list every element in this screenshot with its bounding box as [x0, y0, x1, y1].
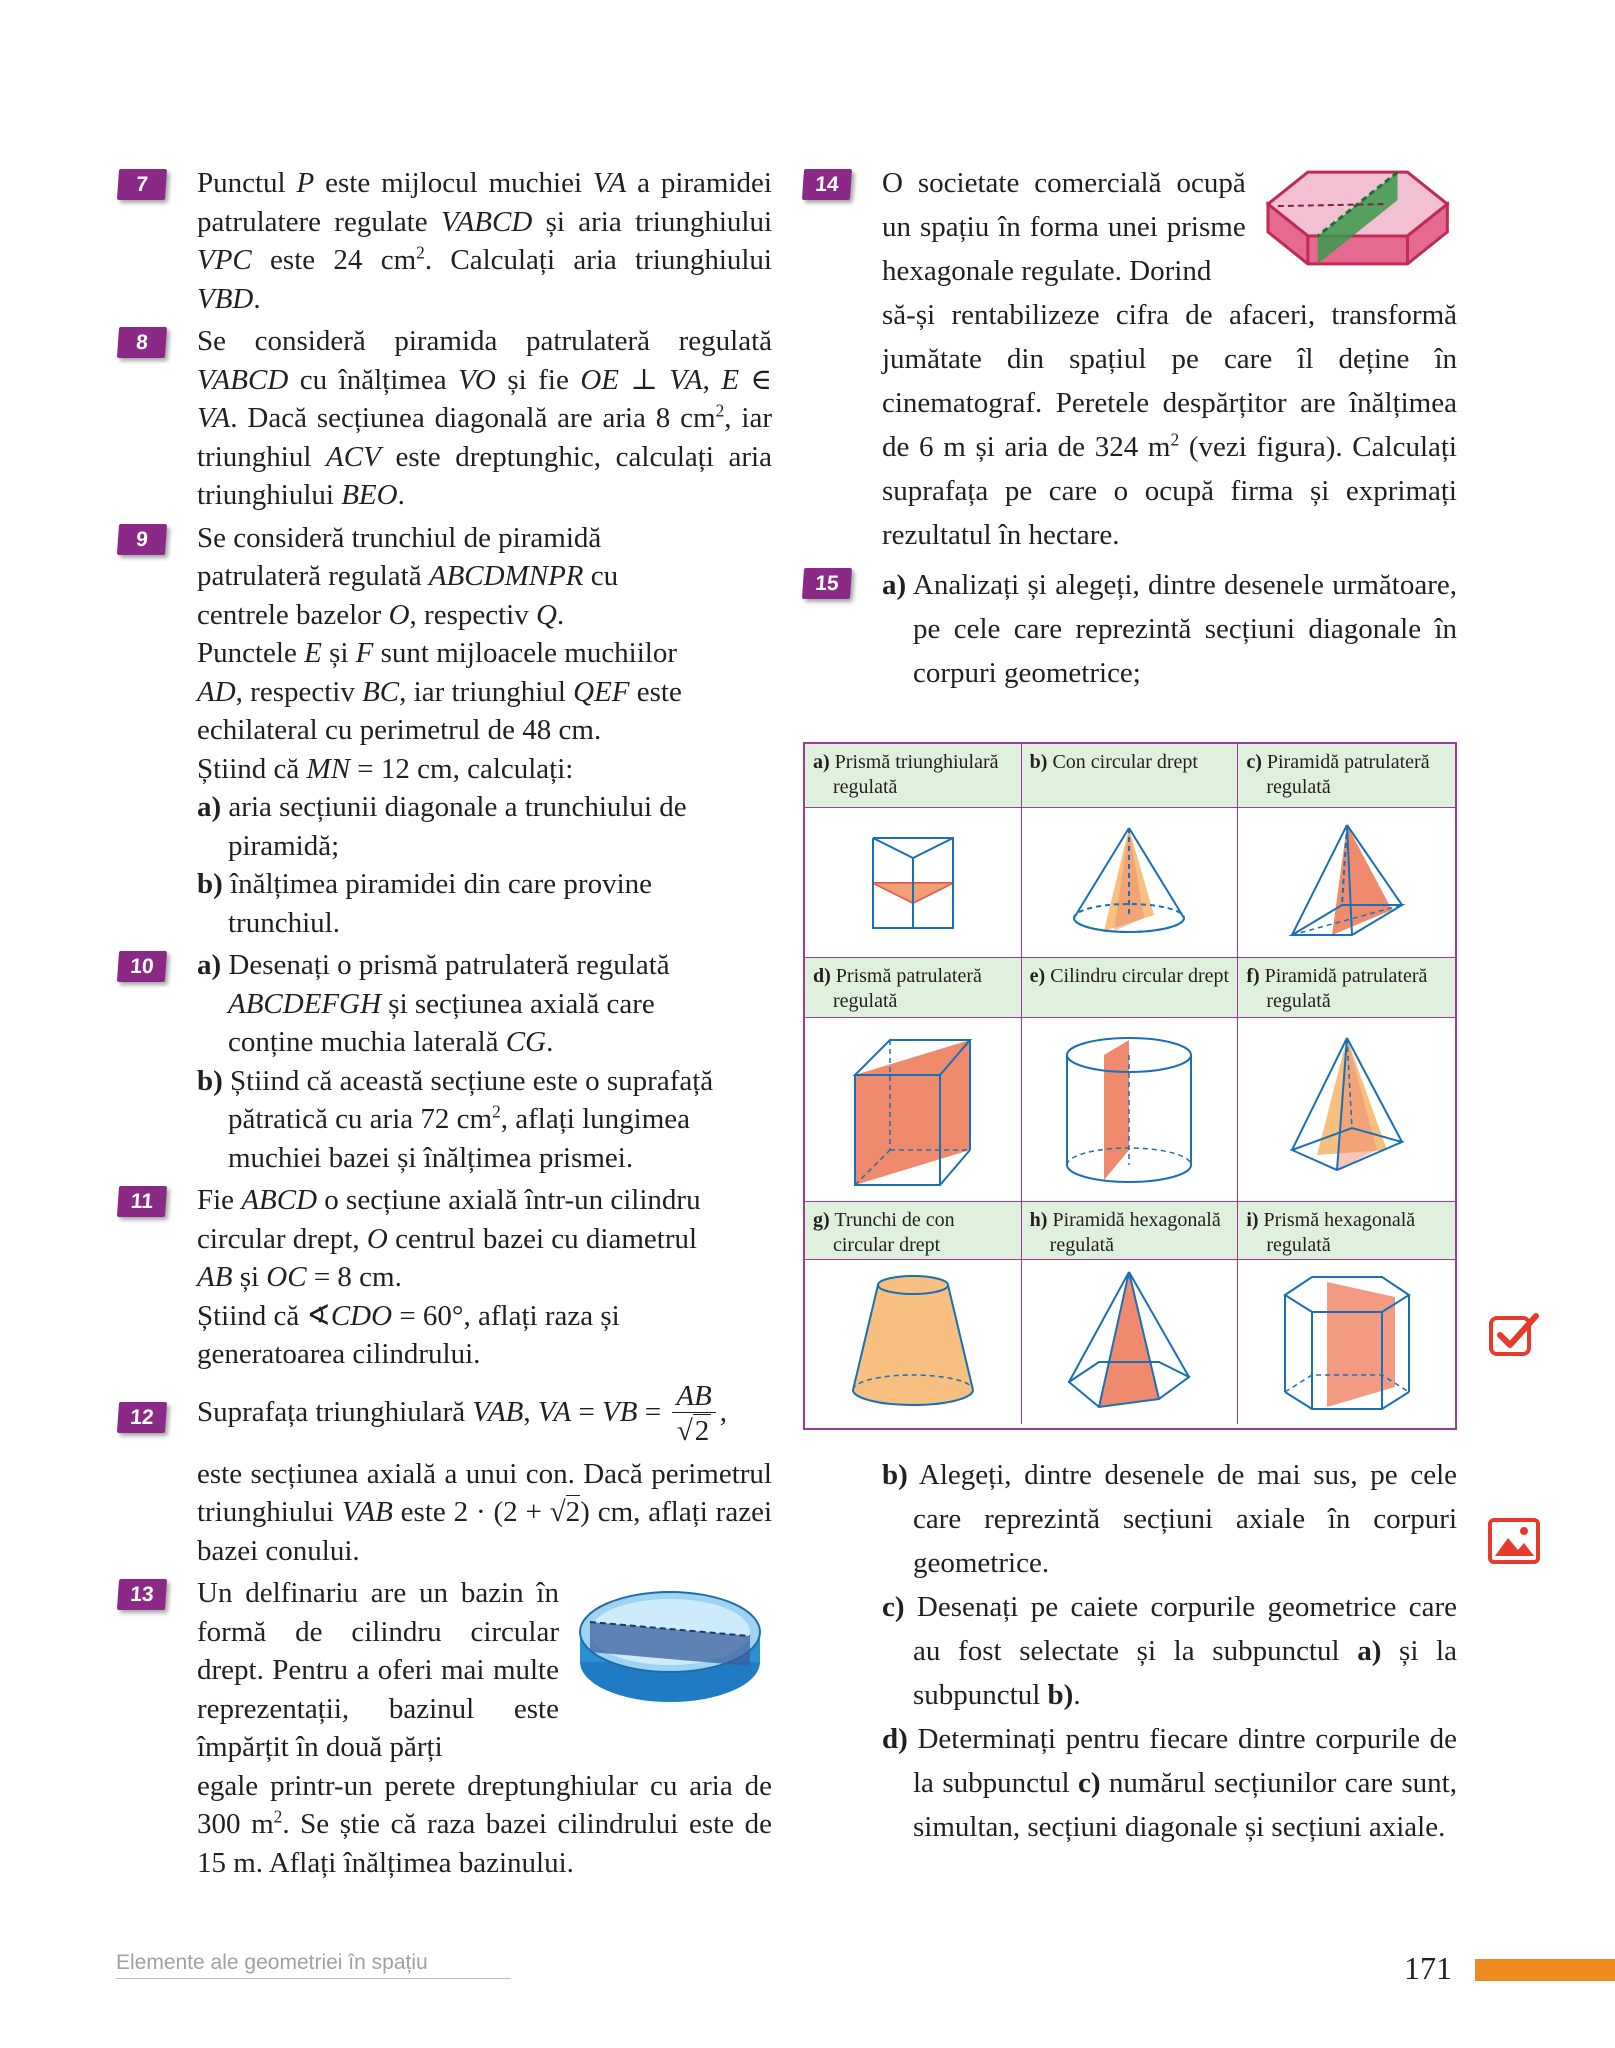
exercise-number-badge: 14 — [802, 169, 852, 200]
exercise-15d: d) Determinați pentru fiecare dintre corpurile de la subpunctul c) numărul secțiunilor care sunt, simultan, secțiuni diagonale și secțiuni axiale. — [882, 1723, 1457, 1843]
figure-f — [1238, 1018, 1455, 1202]
right-column — [814, 164, 1457, 699]
figure-i — [1238, 1260, 1455, 1424]
exercise-text: a) Analizați și alegeți, dintre desenele următoare, pe cele care reprezintă secțiuni diagonale în corpuri geometrice; — [882, 569, 1457, 689]
image-icon — [1488, 1518, 1540, 1564]
exercise-11 — [130, 1181, 737, 1374]
exercise-10 — [129, 946, 742, 1177]
exercise-number-badge: 10 — [117, 951, 167, 982]
left-column — [129, 164, 773, 1886]
exercise-text: Punctul P este mijlocul muchiei VA a piramidei patrulatere regulate VABCD și aria triunghiului VPC este 24 $cm^2$. Calculați aria triunghiului VBD. — [197, 167, 773, 315]
square-pyramid-axial-section-icon — [1282, 1030, 1412, 1190]
exercise-12 — [129, 1379, 772, 1571]
figure-header-c: c) Piramidă patrulateră regulată — [1238, 744, 1455, 808]
page-number: 171 — [1404, 1950, 1452, 1986]
figure-table — [803, 742, 1457, 1430]
exercise-15a — [814, 563, 1457, 695]
chapter-title: Elemente ale geometriei în spațiu — [116, 1951, 511, 1979]
figure-c — [1238, 808, 1455, 958]
exercise-number-badge: 15 — [802, 568, 852, 599]
hexagonal-prism-section-icon — [1277, 1267, 1417, 1417]
exercise-number-badge: 8 — [117, 327, 167, 358]
cone-frustum-icon — [843, 1270, 983, 1415]
figure-header-a: a) Prismă triunghiulară regulată — [805, 744, 1022, 808]
exercise-14 — [814, 164, 1457, 557]
exercise-8 — [135, 322, 773, 515]
square-prism-section-icon — [845, 1030, 980, 1190]
cone-section-icon — [1064, 823, 1194, 943]
hexagonal-pyramid-section-icon — [1059, 1267, 1199, 1417]
figure-header-d: d) Prismă patrulateră regulată — [805, 958, 1022, 1018]
exercise-number-badge: 12 — [117, 1402, 167, 1433]
exercise-15c: c) Desenați pe caiete corpurile geometrice care au fost selectate și la subpunctul a) și la subpunctul b). — [882, 1591, 1457, 1711]
figure-header-i: i) Prismă hexagonală regulată — [1238, 1202, 1455, 1260]
exercise-13 — [129, 1574, 772, 1882]
figure-header-g: g) Trunchi de con circular drept — [805, 1202, 1022, 1260]
exercise-text: a) Desenați o prismă patrulateră regulată ABCDEFGH și secțiunea axială care conține muchia laterală CG. b) Știind că această secțiune este o suprafață pătratică cu aria 72 $cm^2$, aflați lungimea muchiei bazei și înălțimea prismei. — [197, 949, 714, 1174]
exercise-9 — [135, 519, 717, 943]
exercise-number-badge: 9 — [117, 524, 167, 555]
exercise-15b: b) Alegeți, dintre desenele de mai sus, pe cele care reprezintă secțiuni axiale în corpuri geometrice. — [882, 1459, 1457, 1579]
exercise-text: Suprafața triunghiulară VAB, VA = VB = $\frac{AB}{√2}$ , este secțiunea axială a unui con. Dacă perimetrul triunghiului VAB este 2 · (2 + √2) cm, aflați razei bazei conului. — [197, 1379, 772, 1567]
exercise-text: Fie ABCD o secțiune axială într-un cilindru circular drept, O centrul bazei cu diametrul AB și OC = 8 cm. Știind că ∢CDO = 60°, aflați raza și generatoarea cilindrului. — [197, 1184, 701, 1370]
cylinder-section-icon — [1059, 1030, 1199, 1190]
figure-e — [1022, 1018, 1239, 1202]
triangular-prism-section-icon — [853, 828, 973, 938]
exercise-text: O societate comercială ocupă un spațiu în forma unei prisme hexagonale regulate. Dorind — [882, 167, 1246, 287]
figure-h — [1022, 1260, 1239, 1424]
exercise-text-continued: să-și rentabilizeze cifra de afaceri, transformă jumătate din spațiul pe care îl deține în cinematograf. Peretele despărțitor are înălțimea de 6 m și aria de 324 $m^2$ (vezi figura). Calculați suprafața pe care o ocupă firma și exprimați rezultatul în hectare. — [882, 299, 1457, 551]
pool-cylinder-image — [575, 1584, 765, 1714]
exercise-text-continued: egale printr-un perete dreptunghiular cu aria de 300 $m^2$. Se știe că raza bazei cilindrului este de 15 m. Aflați înălțimea bazinului. — [197, 1769, 772, 1879]
exercise-text: Un delfinariu are un bazin în formă de cilindru circular drept. Pentru a oferi mai multe reprezentații, bazinul este împărțit în două părți — [197, 1577, 559, 1763]
figure-d — [805, 1018, 1022, 1202]
figure-header-h: h) Piramidă hexagonală regulată — [1022, 1202, 1239, 1260]
exercise-number-badge: 7 — [117, 169, 167, 200]
checkmark-icon — [1488, 1310, 1540, 1358]
exercise-7 — [135, 164, 773, 318]
exercise-text: Se consideră trunchiul de piramidă patrulateră regulată ABCDMNPR cu centrele bazelor O, respectiv Q. Punctele E și F sunt mijloacele muchiilor AD, respectiv BC, iar triunghiul QEF este echilateral cu perimetrul de 48 cm. Știind că MN = 12 cm, calculați: a) aria secțiunii diagonale a trunchiului de piramidă; b) înălțimea piramidei din care provine trunchiul. — [197, 521, 687, 939]
exercise-text: Se consideră piramida patrulateră regulată VABCD cu înălțimea VO și fie OE ⊥ VA, E ∈ VA. Dacă secțiunea diagonală are aria 8 $cm^2$, iar triunghiul ACV este dreptunghic, calculați aria triunghiului BEO. — [197, 325, 773, 511]
figure-header-e: e) Cilindru circular drept — [1022, 958, 1239, 1018]
square-pyramid-section-icon — [1282, 820, 1412, 945]
exercise-15-continued — [882, 1453, 1457, 1849]
exercise-number-badge: 13 — [117, 1579, 167, 1610]
exercise-number-badge: 11 — [117, 1186, 167, 1217]
figure-header-b: b) Con circular drept — [1022, 744, 1239, 808]
figure-g — [805, 1260, 1022, 1424]
figure-a — [805, 808, 1022, 958]
figure-b — [1022, 808, 1239, 958]
page-accent-bar — [1475, 1959, 1615, 1981]
figure-header-f: f) Piramidă patrulateră regulată — [1238, 958, 1455, 1018]
hexagonal-prism-room-image — [1258, 164, 1457, 276]
